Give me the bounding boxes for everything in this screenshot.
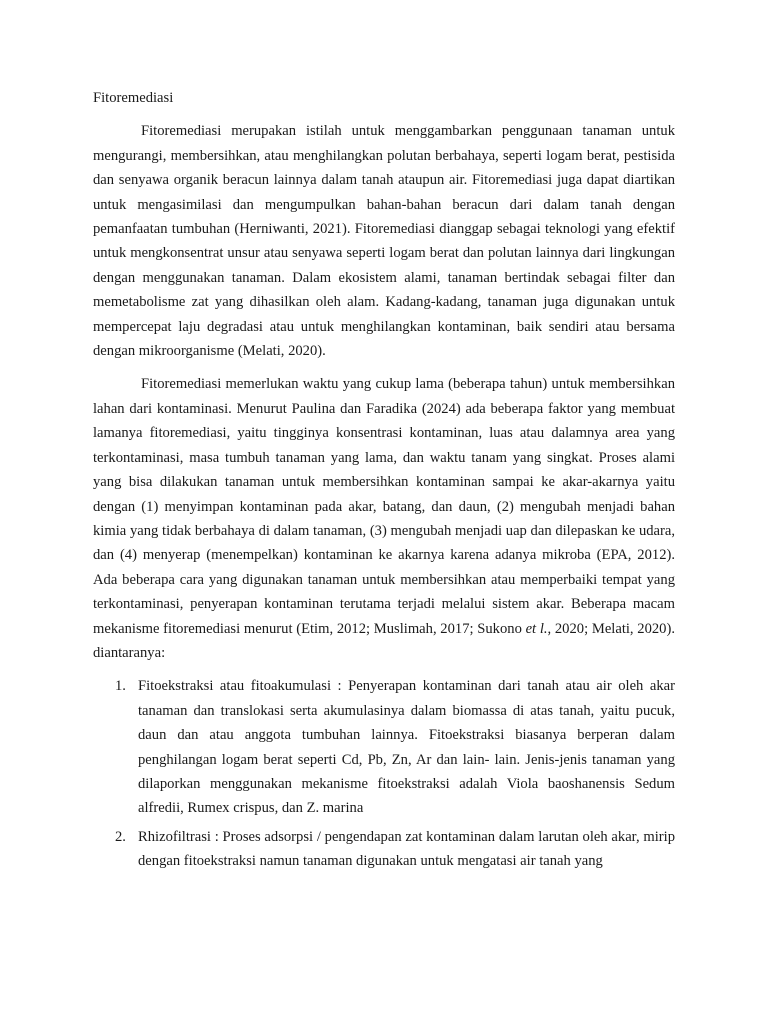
paragraph-duration-end: , 2020; Melati, 2020). diantaranya: [93,620,675,661]
list-item-fitoekstraksi [93,674,675,820]
list-item-rhizofiltrasi [93,825,675,874]
mechanism-list [93,674,675,873]
paragraph-duration-text: Fitoremediasi memerlukan waktu yang cukup lama (beberapa tahun) untuk membersihkan lahan dari kontaminasi. Menurut Paulina dan Faradika (2024) ada beberapa faktor yang membuat lamanya fitoremediasi, yaitu tingginya konsentrasi kontaminan, luas atau dalamnya area yang terkontaminasi, masa tumbuh tanaman yang lama, dan waktu tanam yang singkat. Proses alami yang bisa dilakukan tanaman untuk membersihkan kontaminan sampai ke akar-akarnya yaitu dengan (1) menyimpan kontaminan pada akar, batang, dan daun, (2) mengubah menjadi bahan kimia yang tidak berbahaya di dalam tanaman, (3) mengubah menjadi uap dan dilepaskan ke udara, dan (4) menyerap (menempelkan) kontaminan ke akarnya karena adanya mikroba (EPA, 2012). Ada beberapa cara yang digunakan tanaman untuk membersihkan atau memperbaiki tempat yang terkontaminasi, penyerapan kontaminan terutama terjadi melalui sistem akar. Beberapa macam mekanisme fitoremediasi menurut (Etim, 2012; Muslimah, 2017; Sukono [93,376,675,637]
document-page [93,86,675,878]
paragraph-definition: Fitoremediasi merupakan istilah untuk menggambarkan penggunaan tanaman untuk mengurangi, membersihkan, atau menghilangkan polutan berbahaya, seperti logam berat, pestisida dan senyawa organik beracun lainnya dalam tanah ataupun air. Fitoremediasi juga dapat diartikan untuk mengasimilasi dan mengumpulkan bahan-bahan beracun dari dalam tanah dengan pemanfaatan tumbuhan (Herniwanti, 2021). Fitoremediasi dianggap sebagai teknologi yang efektif untuk mengkonsentrat unsur atau senyawa seperti logam berat dan polutan lainnya dari lingkungan dengan menggunakan tanaman. Dalam ekosistem alami, tanaman bertindak sebagai filter dan memetabolisme zat yang dihasilkan oleh alam. Kadang-kadang, tanaman juga digunakan untuk mempercepat laju degradasi atau untuk menghilangkan kontaminan, baik sendiri atau bersama dengan mikroorganisme (Melati, 2020). [93,123,675,360]
paragraph-duration [93,372,675,665]
list-number: 1. [115,678,126,695]
list-item-text: Fitoekstraksi atau fitoakumulasi : Penyerapan kontaminan dari tanah atau air oleh akar tanaman dan translokasi serta akumulasinya dalam biomassa di atas tanah, yaitu pucuk, daun dan atau anggota tumbuhan lainnya. Fitoekstraksi biasanya berperan dalam penghilangan logam berat seperti Cd, Pb, Zn, Ar dan lain- lain. Jenis-jenis tanaman yang dilaporkan menggunakan mekanisme fitoekstraksi adalah Viola baoshanensis Sedum alfredii, Rumex crispus, dan Z. marina [138,678,675,817]
list-number: 2. [115,828,126,845]
list-item-text: Rhizofiltrasi : Proses adsorpsi / pengendapan zat kontaminan dalam larutan oleh akar, mirip dengan fitoekstraksi namun tanaman digunakan untuk mengatasi air tanah yang [138,828,675,870]
document-title: Fitoremediasi [93,90,174,106]
citation-italic: et l. [525,620,548,637]
